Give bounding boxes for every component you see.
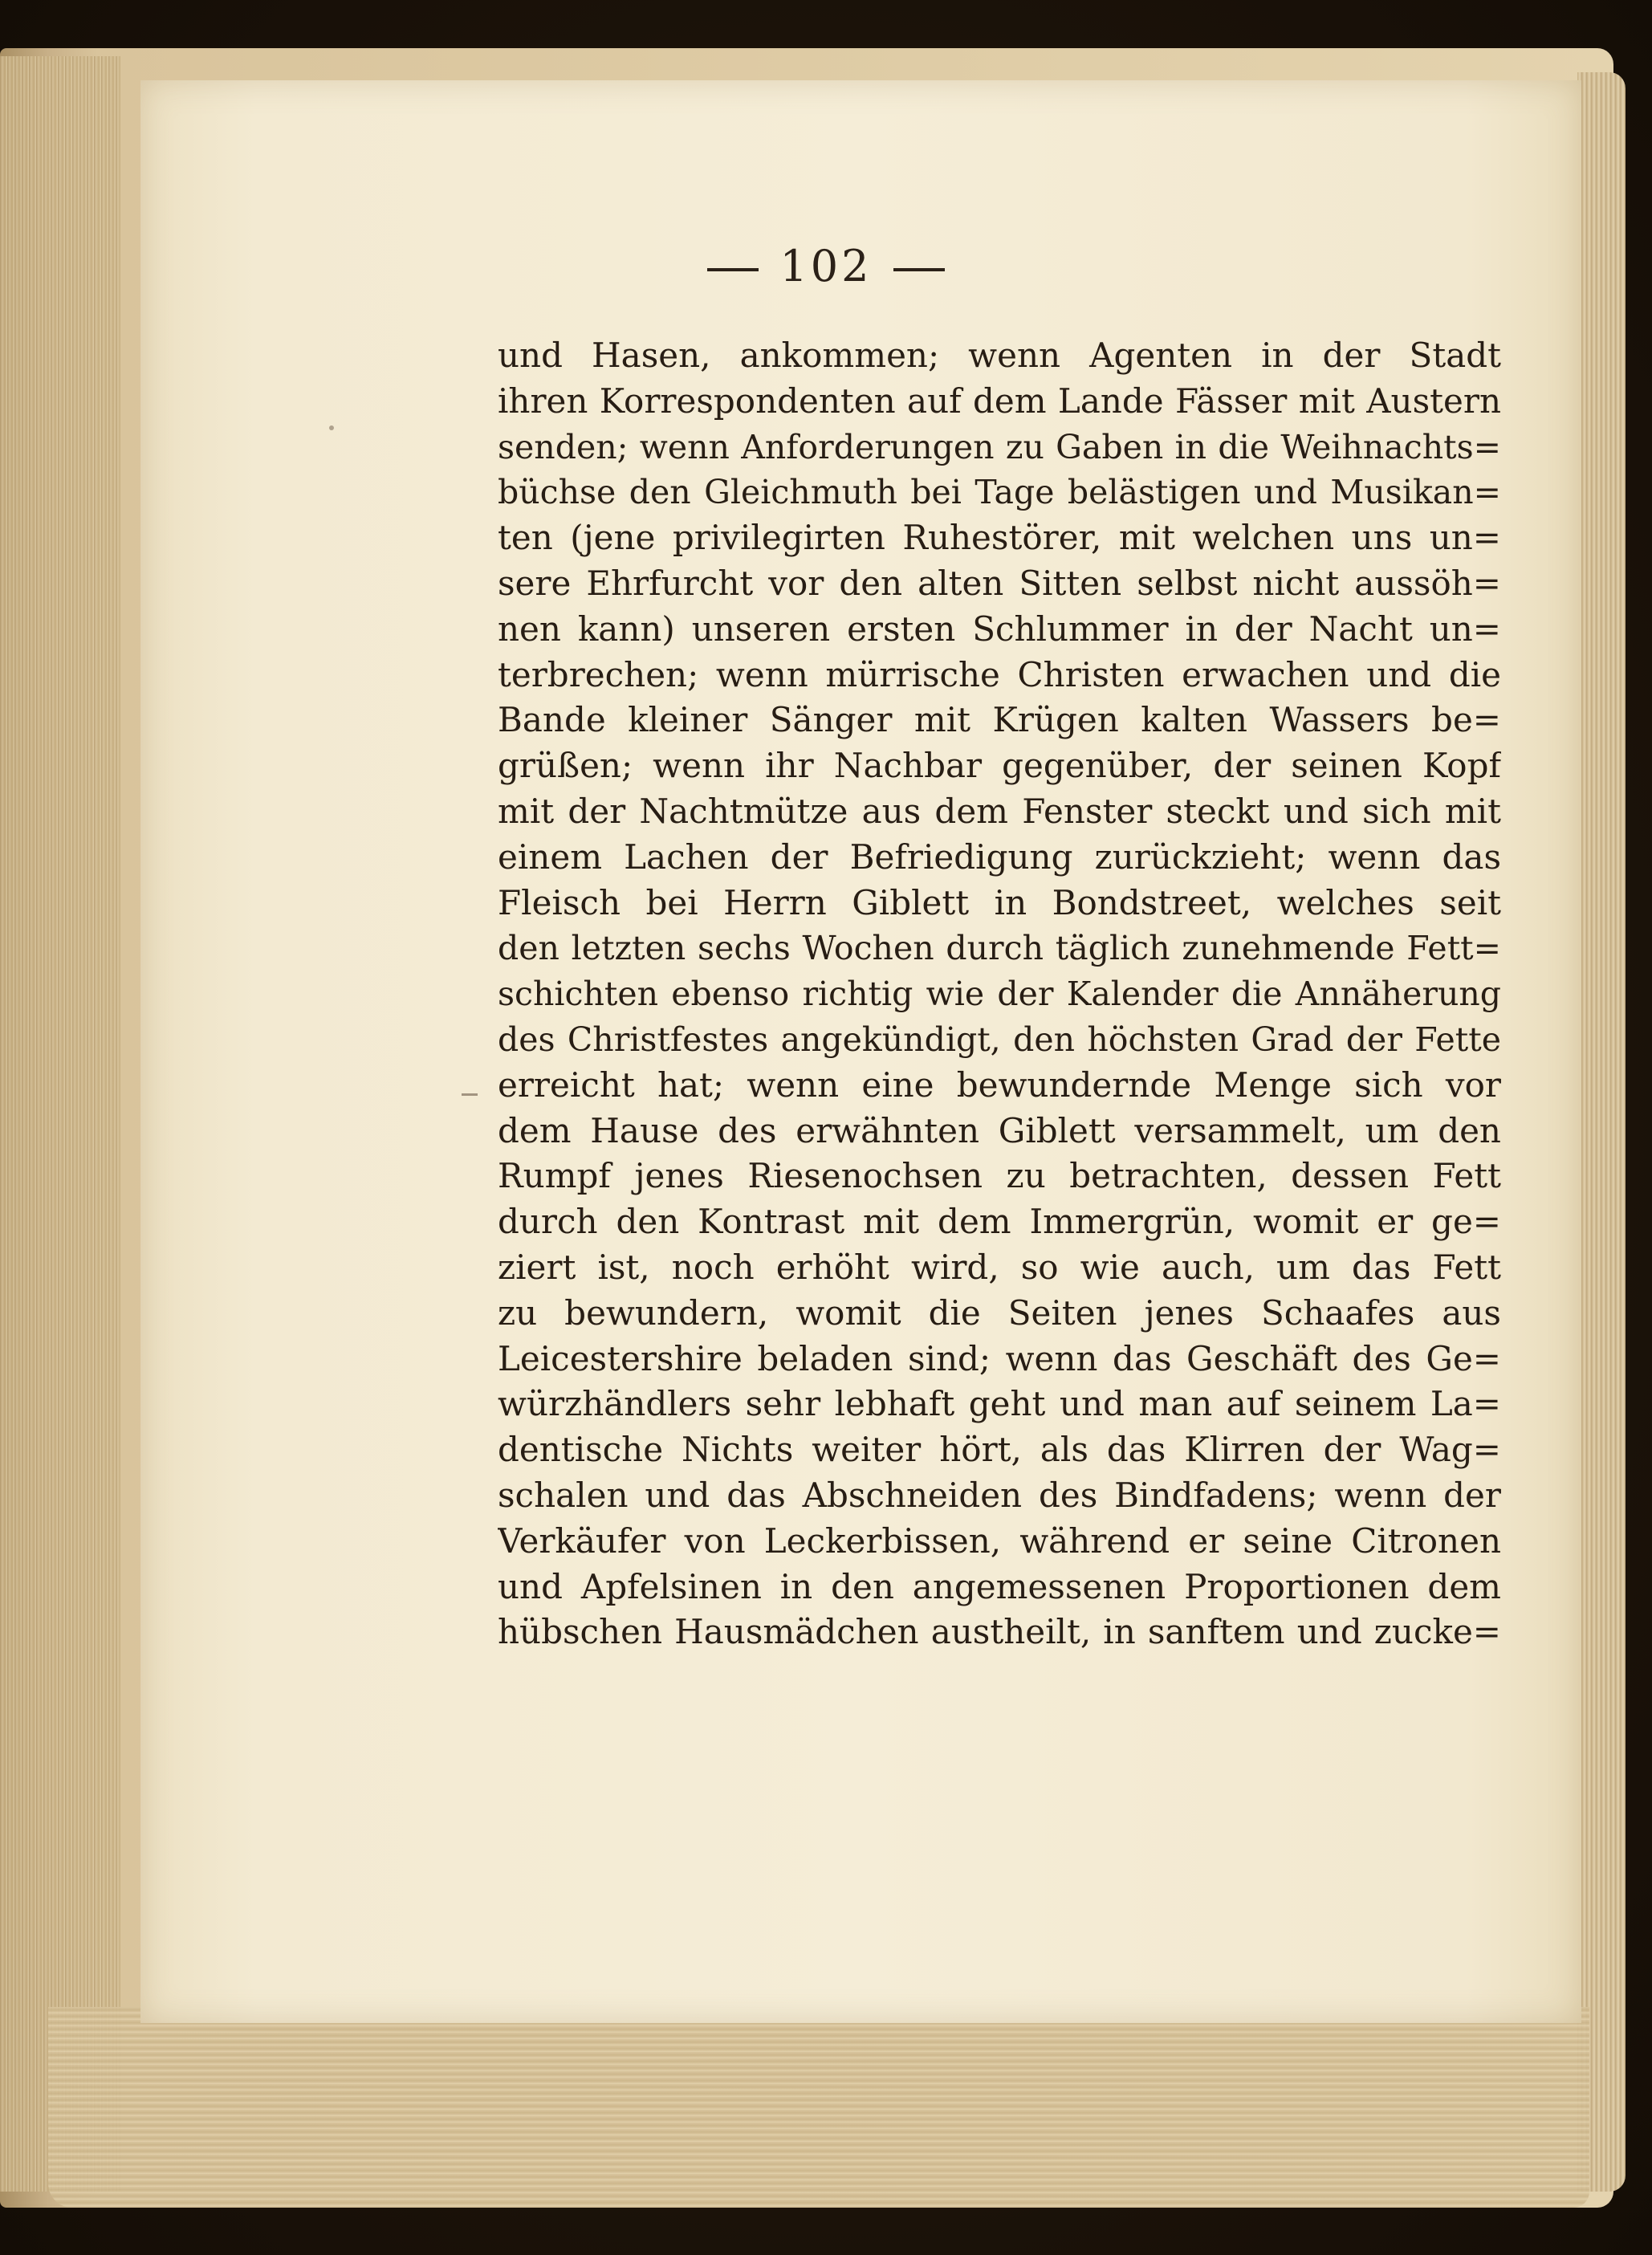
text-line: zu bewundern, womit die Seiten jenes Schaafes aus (498, 1292, 1501, 1333)
page-edges-left (0, 56, 120, 2192)
text-line: Leicestershire beladen sind; wenn das Geschäft des Ge= (498, 1338, 1501, 1378)
page-number: 102 (779, 241, 873, 291)
text-line: dem Hause des erwähnten Giblett versammelt, um den (498, 1110, 1501, 1150)
text-line: schichten ebenso richtig wie der Kalender die Annäherung (498, 975, 1501, 1014)
ink-speck (329, 425, 334, 430)
text-line: ihren Korrespondenten auf dem Lande Fässer mit Austern (498, 381, 1501, 421)
text-line: durch den Kontrast mit dem Immergrün, womit er ge= (498, 1202, 1501, 1242)
text-line: Bande kleiner Sänger mit Krügen kalten Wassers be= (498, 700, 1501, 740)
text-line: und Hasen, ankommen; wenn Agenten in der Stadt (498, 336, 1501, 375)
text-line: und Apfelsinen in den angemessenen Proportionen dem (498, 1566, 1501, 1606)
text-line: schalen und das Abschneiden des Bindfadens; wenn der (498, 1475, 1501, 1515)
text-line: den letzten sechs Wochen durch täglich zunehmende Fett= (498, 929, 1501, 968)
text-line: mit der Nachtmütze aus dem Fenster steckt und sich mit (498, 791, 1501, 831)
header-dash-right (893, 268, 945, 271)
text-line: erreicht hat; wenn eine bewundernde Menge sich vor (498, 1064, 1501, 1105)
text-line: sere Ehrfurcht vor den alten Sitten selbst nicht aussöh= (498, 563, 1501, 603)
text-line: senden; wenn Anforderungen zu Gaben in die Weihnachts= (498, 427, 1501, 466)
text-line: ziert ist, noch erhöht wird, so wie auch, um das Fett (498, 1247, 1501, 1287)
text-line: hübschen Hausmädchen austheilt, in sanftem und zucke= (498, 1612, 1501, 1652)
page-edges-right (1577, 72, 1626, 2192)
margin-mark (462, 1093, 478, 1096)
text-line: terbrechen; wenn mürrische Christen erwachen und die (498, 654, 1501, 694)
text-line: büchse den Gleichmuth bei Tage belästigen und Musikan= (498, 473, 1501, 512)
text-line: würzhändlers sehr lebhaft geht und man auf seinem La= (498, 1384, 1501, 1424)
page-number-header (0, 241, 1652, 291)
text-line: einem Lachen der Befriedigung zurückzieht; wenn das (498, 836, 1501, 877)
text-line: dentische Nichts weiter hört, als das Klirren der Wag= (498, 1430, 1501, 1470)
text-line: grüßen; wenn ihr Nachbar gegenüber, der seinen Kopf (498, 746, 1501, 786)
text-line: des Christfestes angekündigt, den höchsten Grad der Fette (498, 1020, 1501, 1059)
text-line: nen kann) unseren ersten Schlummer in der Nacht un= (498, 609, 1501, 649)
page-edges-bottom (48, 2007, 1589, 2208)
body-text (498, 333, 1501, 1655)
header-dash-left (707, 268, 759, 271)
text-line: ten (jene privilegirten Ruhestörer, mit welchen uns un= (498, 518, 1501, 558)
text-line: Fleisch bei Herrn Giblett in Bondstreet, welches seit (498, 882, 1501, 922)
text-line: Rumpf jenes Riesenochsen zu betrachten, dessen Fett (498, 1156, 1501, 1196)
text-line: Verkäufer von Leckerbissen, während er seine Citronen (498, 1520, 1501, 1561)
